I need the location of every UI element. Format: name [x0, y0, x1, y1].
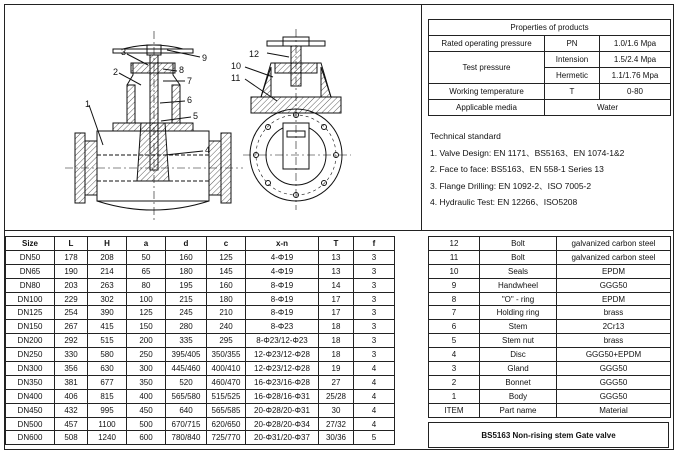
table-cell: 450 — [127, 403, 166, 417]
table-row — [6, 306, 395, 320]
table-cell: GGG50 — [557, 389, 671, 403]
table-cell: 180 — [207, 292, 246, 306]
table-cell: DN250 — [6, 348, 55, 362]
table-cell: 16-Φ28/16-Φ31 — [246, 389, 319, 403]
prop-value: 1.0/1.6 Mpa — [600, 36, 671, 52]
table-cell: 4-Φ19 — [246, 264, 319, 278]
callout-3: 3 — [121, 47, 127, 57]
callout-12: 12 — [249, 49, 260, 59]
table-cell: 215 — [166, 292, 207, 306]
table-cell: 670/715 — [166, 417, 207, 431]
table-cell: 7 — [429, 306, 480, 320]
table-cell: Bonnet — [480, 375, 557, 389]
table-cell: DN400 — [6, 389, 55, 403]
table-cell: 445/460 — [166, 362, 207, 376]
table-cell: 13 — [319, 250, 354, 264]
table-cell: 4 — [354, 375, 395, 389]
table-cell: 20-Φ28/20-Φ31 — [246, 403, 319, 417]
table-cell: 8 — [429, 292, 480, 306]
table-cell: GGG50 — [557, 375, 671, 389]
table-cell: 8-Φ23/12-Φ23 — [246, 334, 319, 348]
table-cell: 1 — [429, 389, 480, 403]
table-cell: Stem — [480, 320, 557, 334]
prop-symbol: Intension — [545, 52, 600, 68]
table-cell: 600 — [127, 431, 166, 445]
table-cell: 1240 — [88, 431, 127, 445]
column-header: a — [127, 237, 166, 251]
callout-9: 9 — [202, 53, 208, 63]
table-cell: 6 — [429, 320, 480, 334]
column-header: f — [354, 237, 395, 251]
table-cell: 457 — [55, 417, 88, 431]
table-cell: 5 — [354, 431, 395, 445]
table-cell: 400/410 — [207, 362, 246, 376]
table-cell: 2 — [429, 375, 480, 389]
properties-title: Properties of products — [429, 20, 671, 36]
callout-6: 6 — [187, 95, 193, 105]
table-row — [429, 348, 671, 362]
table-cell: 18 — [319, 348, 354, 362]
technical-standard — [430, 128, 624, 211]
table-cell: 565/585 — [207, 403, 246, 417]
table-cell: 3 — [354, 348, 395, 362]
table-cell: 677 — [88, 375, 127, 389]
table-cell: 195 — [166, 278, 207, 292]
table-cell: 640 — [166, 403, 207, 417]
table-row — [6, 375, 395, 389]
table-cell: 500 — [127, 417, 166, 431]
front-section-view — [65, 31, 243, 220]
table-cell: GGG50 — [557, 362, 671, 376]
prop-label: Working temperature — [429, 84, 545, 100]
table-row — [6, 348, 395, 362]
table-row — [6, 403, 395, 417]
table-row — [429, 334, 671, 348]
table-cell: 190 — [55, 264, 88, 278]
table-cell: DN200 — [6, 334, 55, 348]
table-cell: 145 — [207, 264, 246, 278]
callout-8: 8 — [179, 65, 185, 75]
table-cell: ITEM — [429, 403, 480, 417]
table-cell: 580 — [88, 348, 127, 362]
table-cell: 565/580 — [166, 389, 207, 403]
table-row — [6, 320, 395, 334]
table-cell: 620/650 — [207, 417, 246, 431]
table-cell: 725/770 — [207, 431, 246, 445]
table-cell: 390 — [88, 306, 127, 320]
table-cell: EPDM — [557, 292, 671, 306]
table-cell: 18 — [319, 334, 354, 348]
table-cell: 160 — [207, 278, 246, 292]
table-row — [429, 237, 671, 251]
table-cell: 16-Φ23/16-Φ28 — [246, 375, 319, 389]
table-cell: 3 — [354, 320, 395, 334]
table-cell: 14 — [319, 278, 354, 292]
table-cell: 30/36 — [319, 431, 354, 445]
table-cell: 460/470 — [207, 375, 246, 389]
prop-label: Rated operating pressure — [429, 36, 545, 52]
table-row — [6, 417, 395, 431]
table-row — [429, 250, 671, 264]
table-row — [429, 375, 671, 389]
table-cell: 240 — [207, 320, 246, 334]
table-cell: 381 — [55, 375, 88, 389]
table-cell: 4 — [429, 348, 480, 362]
column-header: T — [319, 237, 354, 251]
table-cell: Holding ring — [480, 306, 557, 320]
table-cell: 20-Φ28/20-Φ34 — [246, 417, 319, 431]
table-cell: 17 — [319, 292, 354, 306]
table-cell: 10 — [429, 264, 480, 278]
standard-item: 2. Face to face: BS5163、EN 558-1 Series 13 — [430, 164, 604, 174]
table-cell: 125 — [207, 250, 246, 264]
table-cell: Seals — [480, 264, 557, 278]
table-row — [429, 320, 671, 334]
table-cell: 8-Φ23 — [246, 320, 319, 334]
table-row — [6, 334, 395, 348]
table-cell: 254 — [55, 306, 88, 320]
table-cell: 630 — [88, 362, 127, 376]
table-cell: 17 — [319, 306, 354, 320]
table-row — [429, 306, 671, 320]
table-cell: DN80 — [6, 278, 55, 292]
valve-drawing — [5, 5, 415, 230]
callout-7: 7 — [187, 76, 193, 86]
prop-symbol: T — [545, 84, 600, 100]
table-cell: 203 — [55, 278, 88, 292]
table-cell: 263 — [88, 278, 127, 292]
table-cell: 27 — [319, 375, 354, 389]
table-cell: 12-Φ23/12-Φ28 — [246, 348, 319, 362]
table-cell: 300 — [127, 362, 166, 376]
table-cell: 3 — [354, 334, 395, 348]
table-cell: DN350 — [6, 375, 55, 389]
table-row — [429, 264, 671, 278]
table-row — [6, 292, 395, 306]
table-cell: Gland — [480, 362, 557, 376]
table-cell: 356 — [55, 362, 88, 376]
side-labels — [231, 49, 259, 83]
table-cell: 27/32 — [319, 417, 354, 431]
table-cell: 229 — [55, 292, 88, 306]
table-row — [6, 250, 395, 264]
table-cell: 280 — [166, 320, 207, 334]
table-row — [6, 431, 395, 445]
callout-2: 2 — [113, 67, 119, 77]
table-cell: 335 — [166, 334, 207, 348]
table-cell: 815 — [88, 389, 127, 403]
table-cell: 400 — [127, 389, 166, 403]
table-cell: DN150 — [6, 320, 55, 334]
table-cell: 12 — [429, 237, 480, 251]
table-row — [429, 278, 671, 292]
table-row — [429, 403, 671, 417]
table-cell: DN450 — [6, 403, 55, 417]
table-cell: DN600 — [6, 431, 55, 445]
dimensions-table — [5, 236, 395, 445]
table-cell: DN125 — [6, 306, 55, 320]
side-view — [243, 29, 351, 210]
table-cell: 995 — [88, 403, 127, 417]
standard-item: 1. Valve Design: EN 1171、BS5163、EN 1074-1&2 — [430, 147, 625, 158]
table-cell: DN500 — [6, 417, 55, 431]
table-cell: GGG50 — [557, 278, 671, 292]
column-header: d — [166, 237, 207, 251]
prop-value: 1.5/2.4 Mpa — [600, 52, 671, 68]
table-cell: EPDM — [557, 264, 671, 278]
column-header: L — [55, 237, 88, 251]
table-cell: DN300 — [6, 362, 55, 376]
table-cell: 267 — [55, 320, 88, 334]
prop-value: 1.1/1.76 Mpa — [600, 68, 671, 84]
table-cell: 80 — [127, 278, 166, 292]
table-cell: DN50 — [6, 250, 55, 264]
table-cell: 8-Φ19 — [246, 306, 319, 320]
table-row — [6, 389, 395, 403]
table-cell: 50 — [127, 250, 166, 264]
callout-4: 4 — [205, 145, 211, 155]
table-cell: 25/28 — [319, 389, 354, 403]
divider — [4, 230, 674, 231]
table-row — [429, 292, 671, 306]
table-cell: 3 — [354, 306, 395, 320]
table-cell: 8-Φ19 — [246, 292, 319, 306]
table-cell: Disc — [480, 348, 557, 362]
table-cell: 4 — [354, 389, 395, 403]
table-cell: 3 — [354, 278, 395, 292]
table-cell: 250 — [127, 348, 166, 362]
table-cell: 178 — [55, 250, 88, 264]
table-cell: 11 — [429, 250, 480, 264]
table-cell: 245 — [166, 306, 207, 320]
table-cell: DN65 — [6, 264, 55, 278]
prop-label: Applicable media — [429, 100, 545, 116]
table-caption: BS5163 Non-rising stem Gate valve — [428, 422, 669, 448]
table-cell: 12-Φ23/12-Φ28 — [246, 362, 319, 376]
divider — [421, 4, 422, 230]
table-cell: galvanized carbon steel — [557, 237, 671, 251]
table-cell: 4 — [354, 362, 395, 376]
prop-symbol: Hermetic — [545, 68, 600, 84]
standard-item: 3. Flange Drilling: EN 1092-2、ISO 7005-2 — [430, 180, 592, 191]
column-header: Size — [6, 237, 55, 251]
table-cell: 13 — [319, 264, 354, 278]
table-cell: 214 — [88, 264, 127, 278]
table-cell: galvanized carbon steel — [557, 250, 671, 264]
table-row — [429, 389, 671, 403]
table-cell: Material — [557, 403, 671, 417]
technical-heading: Technical standard — [430, 131, 501, 141]
table-cell: Part name — [480, 403, 557, 417]
prop-value: 0-80 — [600, 84, 671, 100]
table-row — [6, 362, 395, 376]
table-cell: 330 — [55, 348, 88, 362]
column-header: x-n — [246, 237, 319, 251]
parts-table — [428, 236, 671, 418]
table-row — [429, 362, 671, 376]
table-cell: DN100 — [6, 292, 55, 306]
table-cell: 395/405 — [166, 348, 207, 362]
table-cell: 515/525 — [207, 389, 246, 403]
table-cell: 100 — [127, 292, 166, 306]
callout-10: 10 — [231, 61, 242, 71]
table-cell: GGG50+EPDM — [557, 348, 671, 362]
table-cell: 18 — [319, 320, 354, 334]
table-cell: 65 — [127, 264, 166, 278]
properties-table — [428, 19, 671, 116]
table-cell: 295 — [207, 334, 246, 348]
table-cell: 9 — [429, 278, 480, 292]
table-cell: 406 — [55, 389, 88, 403]
table-cell: 30 — [319, 403, 354, 417]
table-cell: 508 — [55, 431, 88, 445]
table-cell: 4 — [354, 417, 395, 431]
table-cell: 8-Φ19 — [246, 278, 319, 292]
table-cell: 515 — [88, 334, 127, 348]
column-header: H — [88, 237, 127, 251]
table-cell: Body — [480, 389, 557, 403]
table-cell: 350 — [127, 375, 166, 389]
table-cell: Stem nut — [480, 334, 557, 348]
standard-item: 4. Hydraulic Test: EN 12266、ISO5208 — [430, 197, 578, 207]
table-cell: Bolt — [480, 250, 557, 264]
table-cell: 3 — [354, 250, 395, 264]
table-cell: 20-Φ31/20-Φ37 — [246, 431, 319, 445]
table-cell: 210 — [207, 306, 246, 320]
table-cell: 520 — [166, 375, 207, 389]
table-cell: 292 — [55, 334, 88, 348]
table-cell: 3 — [354, 264, 395, 278]
table-cell: 350/355 — [207, 348, 246, 362]
table-cell: 4-Φ19 — [246, 250, 319, 264]
table-cell: 4 — [354, 403, 395, 417]
table-cell: 125 — [127, 306, 166, 320]
table-cell: brass — [557, 306, 671, 320]
callout-5: 5 — [193, 111, 199, 121]
table-cell: 1100 — [88, 417, 127, 431]
prop-value: Water — [545, 100, 671, 116]
table-cell: 3 — [429, 362, 480, 376]
callout-1: 1 — [85, 99, 91, 109]
prop-label: Test pressure — [429, 52, 545, 84]
table-row — [6, 278, 395, 292]
table-cell: 200 — [127, 334, 166, 348]
table-cell: 780/840 — [166, 431, 207, 445]
table-cell: Bolt — [480, 237, 557, 251]
table-cell: 3 — [354, 292, 395, 306]
callout-11: 11 — [231, 73, 241, 83]
table-cell: 302 — [88, 292, 127, 306]
column-header: c — [207, 237, 246, 251]
table-cell: 160 — [166, 250, 207, 264]
table-cell: 5 — [429, 334, 480, 348]
table-cell: 208 — [88, 250, 127, 264]
table-cell: Handwheel — [480, 278, 557, 292]
table-cell: 19 — [319, 362, 354, 376]
table-row — [6, 264, 395, 278]
table-cell: "O" - ring — [480, 292, 557, 306]
table-cell: 180 — [166, 264, 207, 278]
table-cell: 415 — [88, 320, 127, 334]
table-cell: 150 — [127, 320, 166, 334]
prop-symbol: PN — [545, 36, 600, 52]
table-cell: 432 — [55, 403, 88, 417]
table-cell: 2Cr13 — [557, 320, 671, 334]
table-cell: brass — [557, 334, 671, 348]
